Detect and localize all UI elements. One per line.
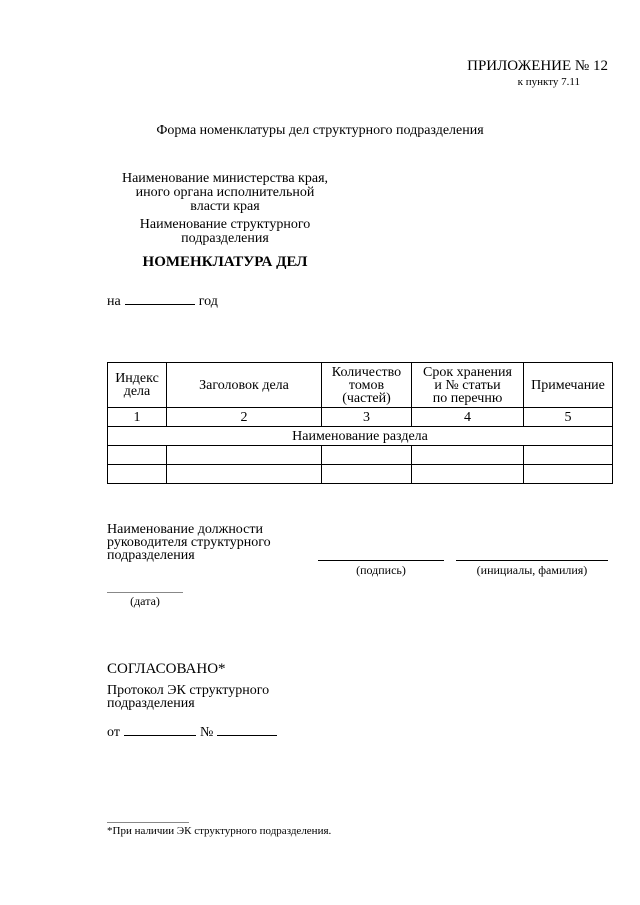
year-line: [107, 294, 218, 310]
ministry-line-3: власти края: [190, 199, 260, 214]
table-cell: [167, 465, 322, 484]
table-cell: [322, 446, 412, 465]
signature-line: [318, 560, 444, 561]
section-name: Наименование раздела: [108, 427, 613, 446]
protocol-number-blank: [217, 725, 277, 736]
position-line-3: подразделения: [107, 548, 195, 563]
table-cell: [412, 465, 524, 484]
table-cell: [167, 446, 322, 465]
header-title: Заголовок дела: [167, 363, 322, 408]
table-header-row: [108, 363, 613, 408]
header-index: Индекс дела: [108, 363, 167, 408]
protocol-line-1: Протокол ЭК структурного: [107, 683, 270, 698]
col-number: 4: [412, 408, 524, 427]
date-label: (дата): [130, 594, 160, 608]
col-number: 5: [524, 408, 613, 427]
col-number: 2: [167, 408, 322, 427]
name-label: (инициалы, фамилия): [476, 563, 588, 577]
position-line-1: Наименование должности: [107, 522, 263, 537]
form-title: Форма номенклатуры дел структурного подразделения: [156, 123, 484, 138]
from-label: от: [107, 725, 120, 740]
appendix-title: ПРИЛОЖЕНИЕ № 12: [467, 58, 608, 74]
ministry-line-2: иного органа исполнительной: [135, 185, 315, 200]
year-suffix: год: [198, 294, 218, 309]
position-block: [107, 523, 307, 562]
nomenclature-table: [107, 362, 613, 484]
footnote-separator: [107, 822, 189, 823]
protocol-date-number-line: [107, 725, 281, 741]
ministry-name-block: [110, 172, 340, 214]
header-storage: Срок хранения и № статьи по перечню: [412, 363, 524, 408]
col-number: 1: [108, 408, 167, 427]
footnote: *При наличии ЭК структурного подразделения.: [107, 825, 332, 837]
name-line: [456, 560, 608, 561]
header-note: Примечание: [524, 363, 613, 408]
table-row: [108, 465, 613, 484]
table-cell: [322, 465, 412, 484]
protocol-block: [107, 684, 307, 710]
signature-label: (подпись): [356, 563, 406, 577]
date-line: [107, 592, 183, 593]
table-cell: [524, 465, 613, 484]
col-number: 3: [322, 408, 412, 427]
nomenclature-title: НОМЕНКЛАТУРА ДЕЛ: [142, 254, 308, 270]
agreed-title: СОГЛАСОВАНО*: [107, 661, 226, 677]
position-line-2: руководителя структурного: [107, 535, 271, 550]
number-label: №: [199, 725, 214, 740]
year-prefix: на: [107, 294, 121, 309]
unit-line-2: подразделения: [181, 231, 269, 246]
appendix-subtitle: к пункту 7.11: [517, 76, 580, 88]
header-volumes: Количество томов (частей): [322, 363, 412, 408]
unit-line-1: Наименование структурного: [139, 217, 311, 232]
year-blank: [125, 294, 195, 305]
table-cell: [412, 446, 524, 465]
table-number-row: [108, 408, 613, 427]
table-cell: [108, 465, 167, 484]
table-section-row: [108, 427, 613, 446]
unit-name-block: [110, 218, 340, 246]
table-row: [108, 446, 613, 465]
ministry-line-1: Наименование министерства края,: [121, 171, 329, 186]
protocol-date-blank: [124, 725, 196, 736]
protocol-line-2: подразделения: [107, 696, 195, 711]
table-cell: [524, 446, 613, 465]
table-cell: [108, 446, 167, 465]
